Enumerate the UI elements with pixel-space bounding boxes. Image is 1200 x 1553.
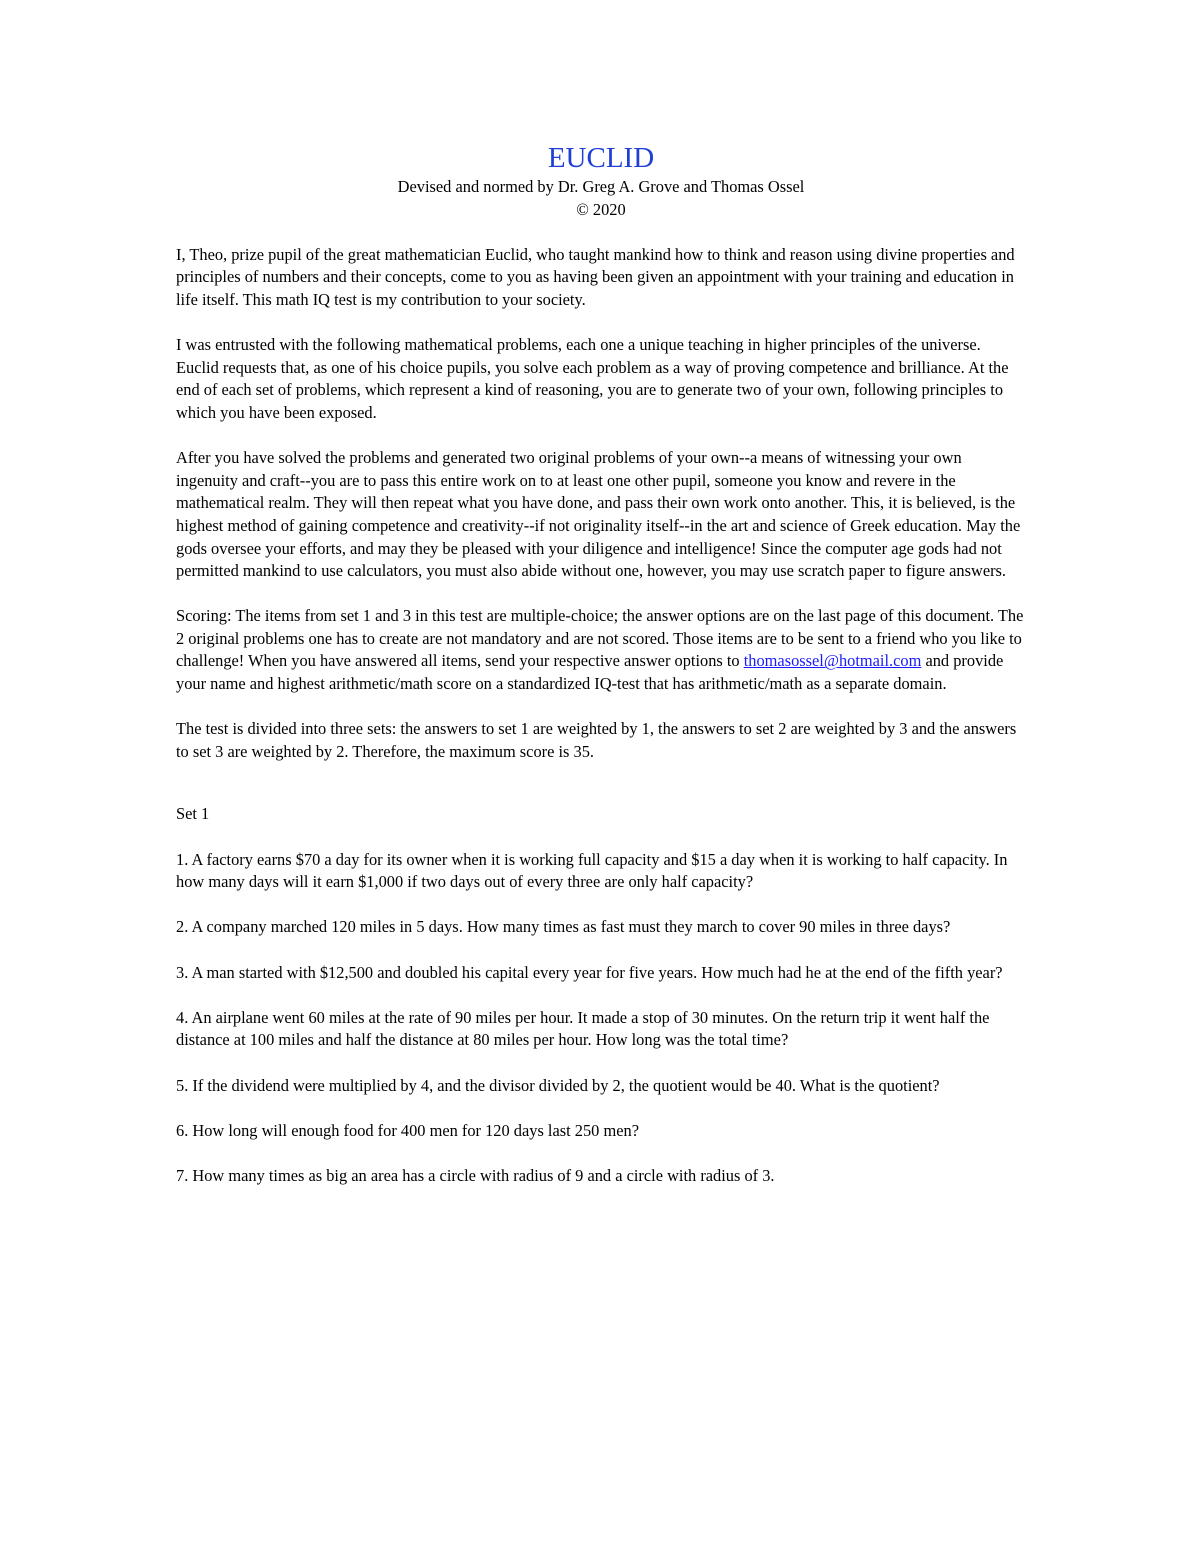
intro-paragraph-1: I, Theo, prize pupil of the great mathematician Euclid, who taught mankind how to think and reason using divine properties and principles of numbers and their concepts, come to you as having been given an appointment with your training and education in life itself. This math IQ test is my contribution to your society. (176, 244, 1015, 309)
scoring-text-after: and provide your name and highest arithmetic/math score on a standardized IQ-test that has arithmetic/math as a separate domain. (176, 651, 1004, 694)
set-heading: Set 1 (176, 804, 210, 824)
intro-paragraph-3: After you have solved the problems and generated two original problems of your own--a means of witnessing your own ingenuity and craft--you are to pass this entire work on to at least one other pupil, someone you know and revere in the mathematical realm. They will then repeat what you have done, and pass their own work onto another. This, it is believed, is the highest method of gaining competence and creativity--if not originality itself--in the art and science of Greek education. May the gods oversee your efforts, and may they be pleased with your diligence and intelligence! Since the computer age gods had not permitted mankind to use calculators, you must also abide without one, however, you may use scratch paper to figure answers. (176, 448, 1021, 581)
problem-6: 6. How long will enough food for 400 men for 120 days last 250 men? (176, 1120, 639, 1140)
problem-2: 2. A company marched 120 miles in 5 days. How many times as fast must they march to cover 90 miles in three days? (176, 917, 951, 937)
document-page (176, 140, 1026, 1188)
weighting-paragraph: The test is divided into three sets: the answers to set 1 are weighted by 1, the answers to set 2 are weighted by 3 and the answers to set 3 are weighted by 2. Therefore, the maximum score is 35. (176, 719, 1017, 761)
problem-5: 5. If the dividend were multiplied by 4, and the divisor divided by 2, the quotient would be 40. What is the quotient? (176, 1075, 940, 1095)
intro-paragraph-2: I was entrusted with the following mathematical problems, each one a unique teaching in higher principles of the universe. Euclid requests that, as one of his choice pupils, you solve each problem as a way of proving competence and brilliance. At the end of each set of problems, which represent a kind of reasoning, you are to generate two of your own, following principles to which you have been exposed. (176, 335, 1009, 422)
problem-3: 3. A man started with $12,500 and doubled his capital every year for five years. How much had he at the end of the fifth year? (176, 962, 1003, 982)
problem-1: 1. A factory earns $70 a day for its owner when it is working full capacity and $15 a day when it is working to half capacity. In how many days will it earn $1,000 if two days out of every three are only half capacity? (176, 849, 1008, 892)
scoring-text-before: Scoring: The items from set 1 and 3 in this test are multiple-choice; the answer options are on the last page of this document. The 2 original problems one has to create are not mandatory and are not scored. Those items are to be sent to a friend who you like to challenge! When you have answered all items, send your respective answer options to (176, 606, 1024, 671)
problem-7: 7. How many times as big an area has a circle with radius of 9 and a circle with radius of 3. (176, 1165, 775, 1185)
copyright: © 2020 (576, 199, 626, 219)
scoring-paragraph (176, 605, 1026, 695)
byline: Devised and normed by Dr. Greg A. Grove and Thomas Ossel (397, 177, 805, 196)
document-title: EUCLID (547, 142, 655, 174)
email-link[interactable]: thomasossel@hotmail.com (743, 651, 922, 671)
problem-4: 4. An airplane went 60 miles at the rate of 90 miles per hour. It made a stop of 30 minutes. On the return trip it went half the distance at 100 miles and half the distance at 80 miles per hour. How long was the total time? (176, 1007, 990, 1050)
